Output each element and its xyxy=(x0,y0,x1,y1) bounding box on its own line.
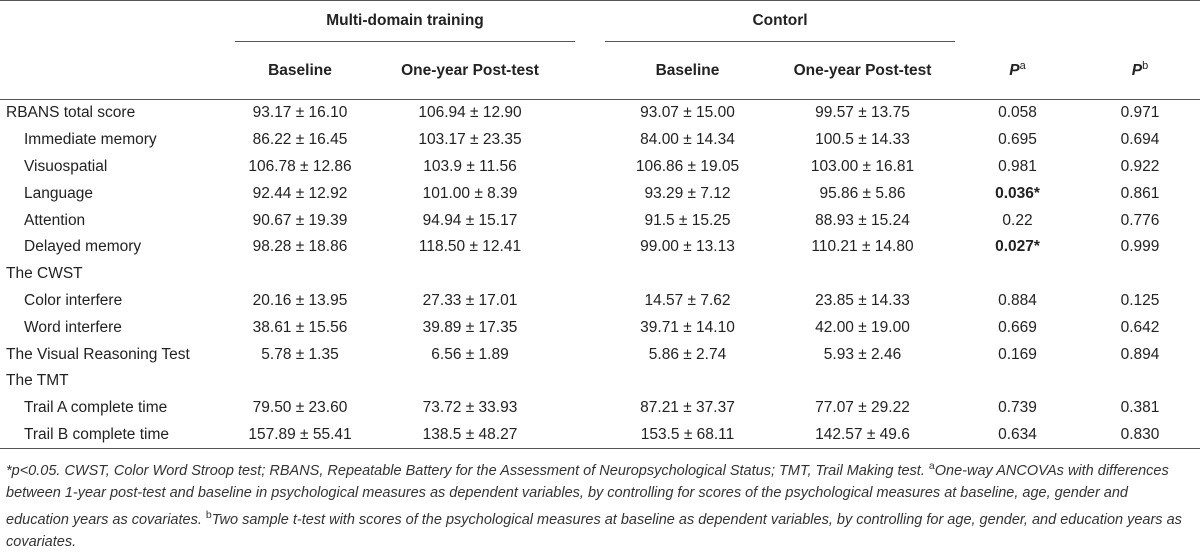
cell-training-baseline: 86.22 ± 16.45 xyxy=(252,131,348,149)
cell-control-post: 100.5 ± 14.33 xyxy=(815,131,910,149)
table-row xyxy=(0,180,1200,207)
table-header xyxy=(0,1,1200,101)
cell-p-a: 0.739 xyxy=(998,399,1037,417)
footnote-part-3: Two sample t-test with scores of the psychological measures at baseline as dependent variables, by controlling for age, gender, and education years as covariates. xyxy=(6,511,1182,550)
cell-control-baseline xyxy=(605,368,770,395)
column-spacer xyxy=(575,261,605,288)
cell-p-b: 0.694 xyxy=(1120,131,1160,149)
cell-control-post xyxy=(770,368,955,395)
cell-control-post: 95.86 ± 5.86 xyxy=(819,184,906,202)
cell-p-a: 0.22 xyxy=(1002,211,1033,229)
row-label: The Visual Reasoning Test xyxy=(6,345,190,363)
table-bottom-rule xyxy=(0,449,1200,450)
col-p-a-sup: a xyxy=(1019,60,1026,73)
column-spacer xyxy=(575,368,605,395)
column-spacer xyxy=(575,234,605,261)
col-training-post: One-year Post-test xyxy=(401,61,539,79)
column-spacer xyxy=(575,100,605,127)
cell-p-a: 0.169 xyxy=(998,345,1037,363)
column-spacer xyxy=(575,395,605,422)
table-row xyxy=(0,341,1200,368)
col-training-baseline: Baseline xyxy=(268,61,332,79)
cell-training-post: 106.94 ± 12.90 xyxy=(418,104,522,122)
cell-control-baseline: 106.86 ± 19.05 xyxy=(635,157,740,175)
cell-training-post: 73.72 ± 33.93 xyxy=(422,399,518,417)
cell-p-b: 0.830 xyxy=(1120,425,1160,443)
cell-training-post: 138.5 ± 48.27 xyxy=(422,425,518,443)
cell-p-b xyxy=(1080,261,1200,288)
cell-training-baseline: 38.61 ± 15.56 xyxy=(252,318,348,336)
group-header-row xyxy=(0,1,1200,42)
table-row xyxy=(0,154,1200,181)
table-body xyxy=(0,100,1200,449)
cell-p-b: 0.776 xyxy=(1120,211,1160,229)
table-row xyxy=(0,100,1200,127)
cell-training-baseline: 79.50 ± 23.60 xyxy=(252,399,348,417)
col-p-b-sup: b xyxy=(1142,60,1149,73)
footnote-sup-a: a xyxy=(928,460,935,472)
cell-control-baseline: 87.21 ± 37.37 xyxy=(640,399,735,417)
cell-control-post: 142.57 ± 49.6 xyxy=(815,425,910,443)
row-label: Language xyxy=(24,184,93,202)
cell-p-a: 0.981 xyxy=(998,157,1037,175)
cell-control-baseline xyxy=(605,261,770,288)
group-training-header: Multi-domain training xyxy=(326,12,484,29)
cell-control-post: 88.93 ± 15.24 xyxy=(815,211,910,229)
group-control-header: Contorl xyxy=(752,12,808,29)
cell-p-a: 0.884 xyxy=(998,291,1037,309)
table-row xyxy=(0,207,1200,234)
row-label: Attention xyxy=(24,211,86,229)
column-spacer xyxy=(575,127,605,154)
cell-p-b: 0.861 xyxy=(1120,184,1160,202)
table-row xyxy=(0,314,1200,341)
cell-p-a xyxy=(955,261,1080,288)
cell-training-baseline: 98.28 ± 18.86 xyxy=(252,238,348,256)
col-p-b xyxy=(1080,42,1200,100)
cell-control-post: 110.21 ± 14.80 xyxy=(811,238,914,256)
table-row xyxy=(0,395,1200,422)
table-row xyxy=(0,234,1200,261)
table-row xyxy=(0,127,1200,154)
cell-control-post: 23.85 ± 14.33 xyxy=(815,291,910,309)
cell-control-baseline: 93.29 ± 7.12 xyxy=(644,184,731,202)
cell-training-baseline: 106.78 ± 12.86 xyxy=(248,157,352,175)
row-label: Trail B complete time xyxy=(24,425,169,443)
col-control-post: One-year Post-test xyxy=(793,61,932,79)
cell-training-baseline: 157.89 ± 55.41 xyxy=(248,425,352,443)
row-label: Visuospatial xyxy=(24,157,108,175)
cell-training-baseline xyxy=(235,368,365,395)
cell-p-a: 0.027* xyxy=(995,238,1040,256)
footnote-part-2: One-way ANCOVAs with differences between 1-year post-test and baseline in psychological measures as dependent variables, by controlling for scores of the psychological measures at baseline, age, gender and education years as covariates. xyxy=(6,462,1169,528)
row-label: RBANS total score xyxy=(6,104,136,122)
cell-control-post: 5.93 ± 2.46 xyxy=(823,345,902,363)
col-p-b-letter: P xyxy=(1131,62,1143,80)
cell-p-a: 0.634 xyxy=(998,425,1037,443)
row-label: Color interfere xyxy=(24,291,123,309)
column-spacer xyxy=(575,180,605,207)
cell-training-baseline xyxy=(235,261,365,288)
cell-p-b xyxy=(1080,368,1200,395)
cell-p-a: 0.058 xyxy=(998,104,1037,122)
col-p-a-letter: P xyxy=(1009,62,1020,80)
cell-training-post xyxy=(365,261,575,288)
cell-control-post xyxy=(770,261,955,288)
cell-training-post: 101.00 ± 8.39 xyxy=(422,184,518,202)
table-footnote xyxy=(6,455,1192,553)
cell-training-baseline: 5.78 ± 1.35 xyxy=(261,345,339,363)
cell-control-post: 103.00 ± 16.81 xyxy=(810,157,915,175)
table-row xyxy=(0,368,1200,395)
cell-control-baseline: 91.5 ± 15.25 xyxy=(644,211,731,229)
cell-control-baseline: 39.71 ± 14.10 xyxy=(640,318,735,336)
column-header-row xyxy=(0,42,1200,100)
cell-p-b: 0.894 xyxy=(1120,345,1160,363)
col-p-a xyxy=(955,42,1080,100)
row-label: Trail A complete time xyxy=(24,399,168,417)
column-spacer xyxy=(575,314,605,341)
cell-control-baseline: 84.00 ± 14.34 xyxy=(640,131,735,149)
col-control-baseline: Baseline xyxy=(655,61,720,79)
cell-control-post: 42.00 ± 19.00 xyxy=(815,318,910,336)
table-row xyxy=(0,422,1200,449)
cell-p-a: 0.036* xyxy=(995,184,1040,202)
cell-training-baseline: 93.17 ± 16.10 xyxy=(252,104,348,122)
cell-p-b: 0.642 xyxy=(1120,318,1160,336)
cell-control-baseline: 14.57 ± 7.62 xyxy=(644,291,731,309)
cell-p-b: 0.999 xyxy=(1120,238,1160,256)
cell-control-baseline: 153.5 ± 68.11 xyxy=(640,425,735,443)
table-row xyxy=(0,261,1200,288)
cell-training-post: 6.56 ± 1.89 xyxy=(431,345,509,363)
cell-p-a xyxy=(955,368,1080,395)
cell-control-baseline: 99.00 ± 13.13 xyxy=(640,238,735,256)
cell-training-baseline: 90.67 ± 19.39 xyxy=(252,211,348,229)
cell-training-post: 118.50 ± 12.41 xyxy=(418,238,522,256)
cell-control-post: 99.57 ± 13.75 xyxy=(815,104,910,122)
cell-training-post: 39.89 ± 17.35 xyxy=(422,318,518,336)
cell-training-post: 94.94 ± 15.17 xyxy=(422,211,518,229)
cell-p-b: 0.971 xyxy=(1120,104,1160,122)
cell-training-baseline: 92.44 ± 12.92 xyxy=(252,184,348,202)
cell-p-b: 0.922 xyxy=(1120,157,1160,175)
row-label: Word interfere xyxy=(24,318,122,336)
table-row xyxy=(0,288,1200,315)
cell-p-b: 0.125 xyxy=(1120,291,1160,309)
row-label: The CWST xyxy=(6,265,83,283)
cell-training-post: 103.9 ± 11.56 xyxy=(423,157,517,175)
cell-control-post: 77.07 ± 29.22 xyxy=(815,399,910,417)
column-spacer xyxy=(575,422,605,449)
footnote-sup-b: b xyxy=(205,508,212,521)
cell-training-post xyxy=(365,368,575,395)
cell-p-a: 0.669 xyxy=(998,318,1037,336)
cell-training-baseline: 20.16 ± 13.95 xyxy=(252,291,348,309)
cell-p-a: 0.695 xyxy=(998,131,1037,149)
footnote-part-1: *p<0.05. CWST, Color Word Stroop test; RBANS, Repeatable Battery for the Assessment of Neuropsychological Status; TMT, Trail Making test. xyxy=(6,462,929,479)
column-spacer xyxy=(575,154,605,181)
row-label: Immediate memory xyxy=(24,131,157,149)
cell-control-baseline: 5.86 ± 2.74 xyxy=(648,345,727,363)
column-spacer xyxy=(575,341,605,368)
column-spacer xyxy=(575,288,605,315)
cell-p-b: 0.381 xyxy=(1120,399,1160,417)
column-spacer xyxy=(575,207,605,234)
row-label: The TMT xyxy=(6,372,69,390)
cell-training-post: 27.33 ± 17.01 xyxy=(422,291,518,309)
cell-control-baseline: 93.07 ± 15.00 xyxy=(640,104,735,122)
cell-training-post: 103.17 ± 23.35 xyxy=(418,131,522,149)
row-label: Delayed memory xyxy=(24,238,142,256)
